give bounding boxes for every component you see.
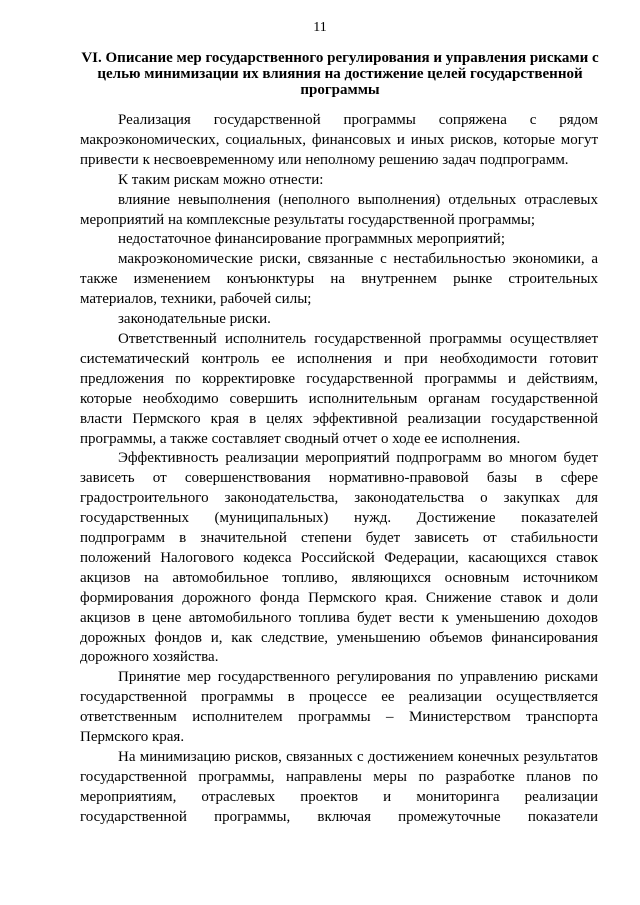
paragraph-regulation-measures: Принятие мер государственного регулирования по управлению рисками государственной программы в процессе ее реализации осуществляется ответственным исполнителем программы – Министерством транспорта Пермского края. bbox=[80, 669, 598, 746]
page-number: 11 bbox=[313, 20, 327, 35]
body-text bbox=[80, 111, 598, 828]
paragraph-risk-legislative: законодательные риски. bbox=[118, 311, 271, 328]
paragraph-risk-nonfulfillment: влияние невыполнения (неполного выполнения) отдельных отраслевых мероприятий на комплексные результаты государственной программы; bbox=[80, 191, 598, 228]
paragraph-risk-macroeconomic: макроэкономические риски, связанные с нестабильностью экономики, а также изменением конъюнктуры на внутреннем рынке строительных материалов, техники, рабочей силы; bbox=[80, 251, 598, 308]
section-title: VI. Описание мер государственного регулирования и управления рисками с целью минимизации их влияния на достижение целей государственной программы bbox=[81, 50, 599, 98]
paragraph-risks-lead: К таким рискам можно отнести: bbox=[118, 171, 324, 188]
paragraph-risk-minimization: На минимизацию рисков, связанных с достижением конечных результатов государственной программы, направлены меры по разработке планов по мероприятиям, отраслевых проектов и мониторинга реализации государственной программы, включая промежуточные показатели bbox=[80, 749, 598, 825]
paragraph-effectiveness: Эффективность реализации мероприятий подпрограмм во многом будет зависеть от совершенствования нормативно-правовой базы в сфере градостроительного законодательства, законодательства о закупках для государственных (муниципальных) нужд. Достижение показателей подпрограмм в значительной степени будет зависеть от стабильности положений Налогового кодекса Российской Федерации, касающихся ставок акцизов на автомобильное топливо, являющихся основным источником формирования дорожного фонда Пермского края. Снижение ставок и доли акцизов в цене автомобильного топлива будет вести к уменьшению доходов дорожных фондов и, как следствие, уменьшению объемов финансирования дорожного хозяйства. bbox=[80, 450, 598, 666]
paragraph-responsible-executor: Ответственный исполнитель государственной программы осуществляет систематический контроль ее исполнения и при необходимости готовит предложения по корректировке государственной программы и действиям, которые необходимо совершить исполнительным органам государственной власти Пермского края в целях эффективной реализации государственной программы, а также составляет сводный отчет о ходе ее исполнения. bbox=[80, 330, 598, 447]
paragraph-risks-intro: Реализация государственной программы сопряжена с рядом макроэкономических, социальных, финансовых и иных рисков, которые могут привести к несвоевременному или неполному решению задач подпрограмм. bbox=[80, 112, 598, 168]
paragraph-risk-underfunding: недостаточное финансирование программных мероприятий; bbox=[118, 231, 505, 248]
